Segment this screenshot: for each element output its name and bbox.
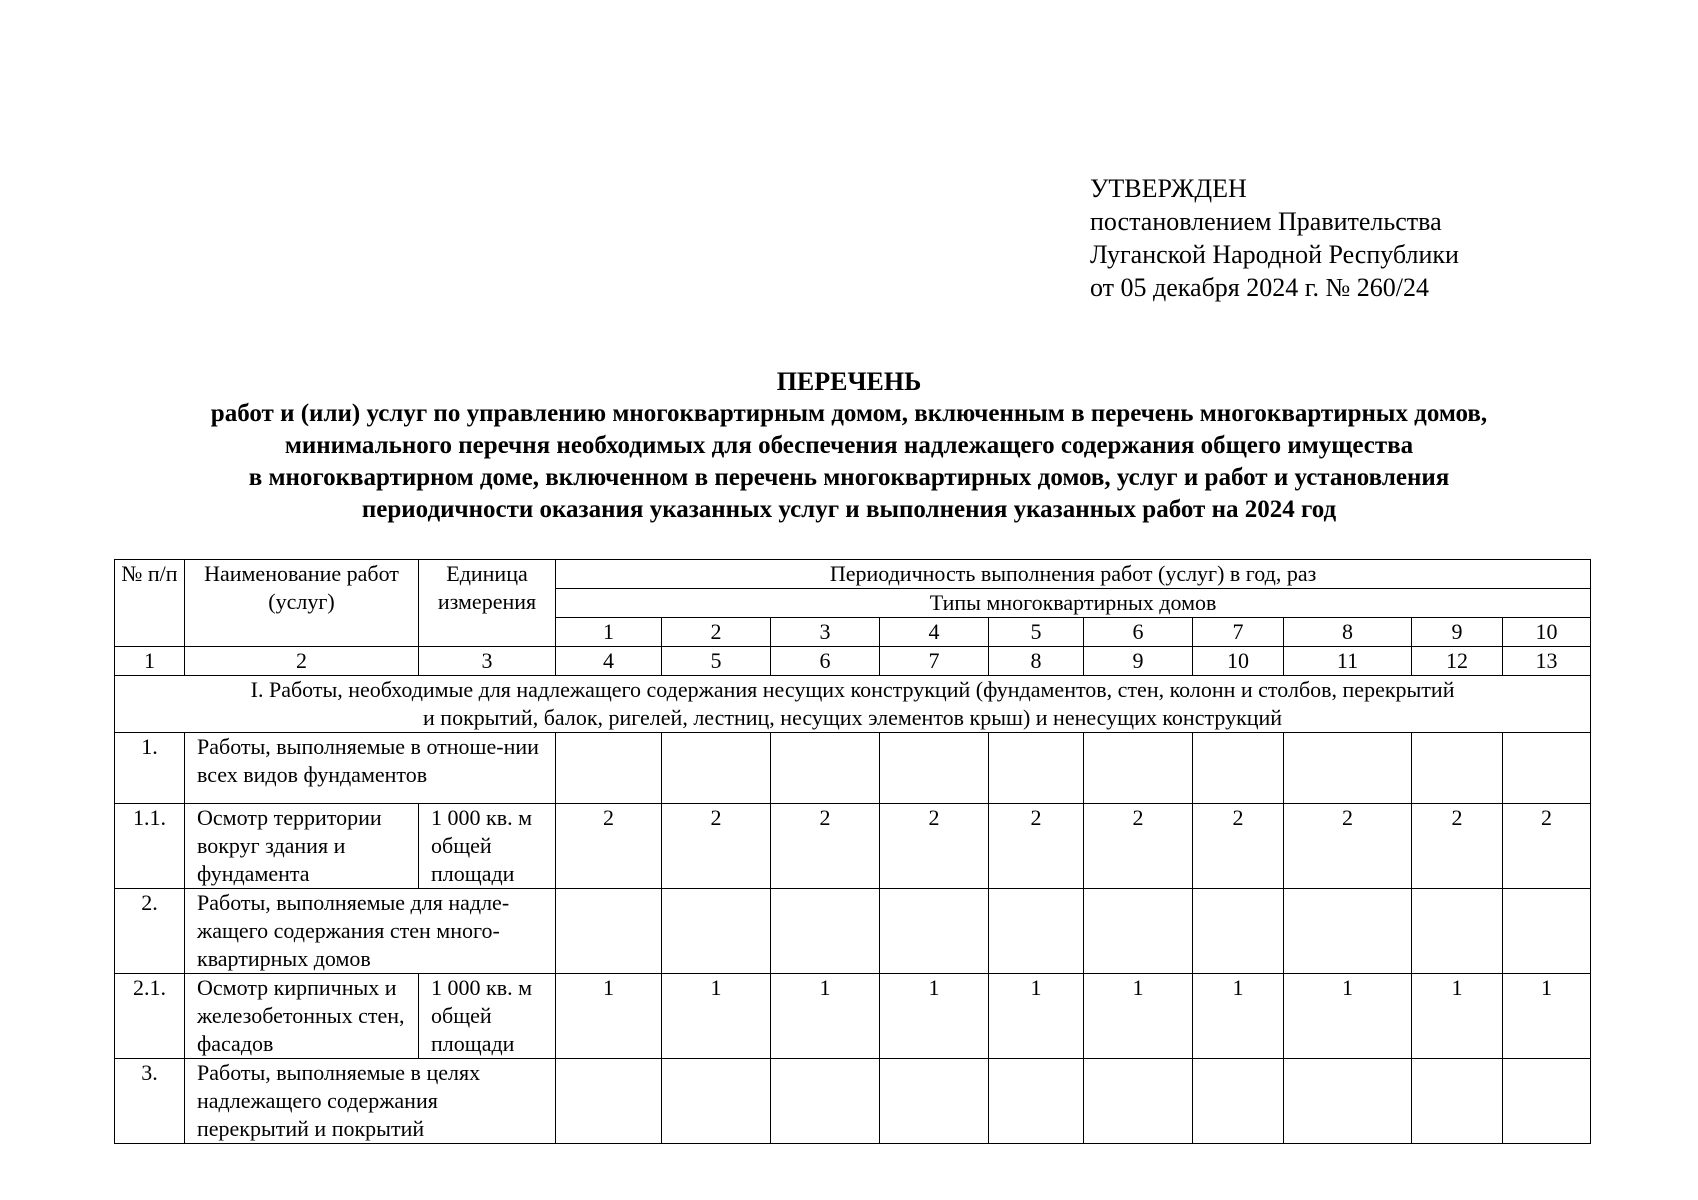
frequency-value	[1193, 889, 1284, 974]
work-name: Осмотр территории вокруг здания и фундамента	[185, 804, 419, 889]
document-title: ПЕРЕЧЕНЬ	[776, 367, 922, 396]
row-number: 3.	[115, 1059, 185, 1144]
frequency-value	[1284, 889, 1412, 974]
row-number: 1.	[115, 733, 185, 804]
column-number: 2	[185, 647, 419, 676]
column-number: 4	[556, 647, 662, 676]
frequency-value: 2	[556, 804, 662, 889]
frequency-value: 2	[989, 804, 1084, 889]
work-name: Осмотр кирпичных и железобетонных стен, фасадов	[185, 974, 419, 1059]
column-number: 6	[771, 647, 880, 676]
frequency-value: 1	[771, 974, 880, 1059]
frequency-value	[989, 889, 1084, 974]
column-number: 1	[115, 647, 185, 676]
frequency-value	[1503, 733, 1591, 804]
frequency-value	[1084, 889, 1193, 974]
frequency-value	[1503, 1059, 1591, 1144]
header-unit: Единица измерения	[419, 560, 556, 647]
approval-line: от 05 декабря 2024 г. № 260/24	[1090, 273, 1430, 302]
column-number: 11	[1284, 647, 1412, 676]
frequency-value: 1	[556, 974, 662, 1059]
frequency-value: 1	[1412, 974, 1503, 1059]
frequency-value: 1	[1284, 974, 1412, 1059]
header-row	[115, 560, 1591, 589]
subtitle-line: периодичности оказания указанных услуг и выполнения указанных работ на 2024 год	[361, 496, 1337, 523]
table-row	[115, 1059, 1591, 1144]
frequency-value: 1	[989, 974, 1084, 1059]
column-number: 13	[1503, 647, 1591, 676]
approval-line: постановлением Правительства	[1090, 207, 1442, 236]
frequency-value	[662, 733, 771, 804]
frequency-value	[880, 889, 989, 974]
frequency-value	[1284, 1059, 1412, 1144]
row-number: 1.1.	[115, 804, 185, 889]
column-number: 7	[880, 647, 989, 676]
unit-of-measure: 1 000 кв. м общей площади	[419, 974, 556, 1059]
work-name: Работы, выполняемые в отноше-нии всех видов фундаментов	[185, 733, 556, 804]
unit-of-measure: 1 000 кв. м общей площади	[419, 804, 556, 889]
frequency-value	[1084, 733, 1193, 804]
header-periodicity: Периодичность выполнения работ (услуг) в год, раз	[556, 560, 1591, 589]
document-heading	[0, 366, 1698, 526]
approval-line: Луганской Народной Республики	[1090, 240, 1459, 269]
section-title-line: и покрытий, балок, ригелей, лестниц, несущих элементов крыш) и ненесущих конструкций	[423, 705, 1283, 730]
frequency-value	[1412, 889, 1503, 974]
frequency-value: 2	[1193, 804, 1284, 889]
table-body	[115, 733, 1591, 1144]
frequency-value	[1503, 889, 1591, 974]
frequency-value: 1	[1503, 974, 1591, 1059]
table-row	[115, 804, 1591, 889]
frequency-value	[662, 1059, 771, 1144]
table-row	[115, 974, 1591, 1059]
frequency-value	[771, 733, 880, 804]
frequency-value	[1284, 733, 1412, 804]
column-number: 3	[419, 647, 556, 676]
header-house-types: Типы многоквартирных домов	[556, 589, 1591, 618]
frequency-value	[989, 733, 1084, 804]
column-number: 10	[1193, 647, 1284, 676]
frequency-value: 1	[1193, 974, 1284, 1059]
frequency-value	[880, 1059, 989, 1144]
frequency-value: 2	[771, 804, 880, 889]
frequency-value	[662, 889, 771, 974]
frequency-value	[989, 1059, 1084, 1144]
type-number: 10	[1503, 618, 1591, 647]
type-number: 2	[662, 618, 771, 647]
header-num: № п/п	[115, 560, 185, 647]
subtitle-line: в многоквартирном доме, включенном в перечень многоквартирных домов, услуг и работ и установления	[248, 464, 1450, 491]
frequency-value: 2	[1084, 804, 1193, 889]
frequency-value: 2	[1503, 804, 1591, 889]
frequency-value: 2	[1412, 804, 1503, 889]
work-name: Работы, выполняемые в целях надлежащего содержания перекрытий и покрытий	[185, 1059, 556, 1144]
section-title	[115, 676, 1591, 733]
column-number: 12	[1412, 647, 1503, 676]
approval-stamp	[1090, 172, 1459, 304]
frequency-value	[771, 889, 880, 974]
type-number: 9	[1412, 618, 1503, 647]
frequency-value	[1412, 1059, 1503, 1144]
work-name: Работы, выполняемые для надле-жащего содержания стен много-квартирных домов	[185, 889, 556, 974]
frequency-value: 2	[880, 804, 989, 889]
column-number: 9	[1084, 647, 1193, 676]
type-number: 3	[771, 618, 880, 647]
type-number: 7	[1193, 618, 1284, 647]
frequency-value	[1412, 733, 1503, 804]
frequency-value	[556, 733, 662, 804]
type-number: 6	[1084, 618, 1193, 647]
table-row	[115, 733, 1591, 804]
subtitle-line: минимального перечня необходимых для обеспечения надлежащего содержания общего имущества	[284, 432, 1414, 459]
frequency-value	[1084, 1059, 1193, 1144]
section-title-line: I. Работы, необходимые для надлежащего содержания несущих конструкций (фундаментов, стен, колонн и столбов, перекрытий	[250, 677, 1455, 702]
type-number: 1	[556, 618, 662, 647]
table-row	[115, 889, 1591, 974]
column-number: 8	[989, 647, 1084, 676]
subtitle-line: работ и (или) услуг по управлению многоквартирным домом, включенным в перечень многоквартирных домов,	[210, 400, 1488, 427]
row-number: 2.1.	[115, 974, 185, 1059]
type-number: 4	[880, 618, 989, 647]
approval-line: УТВЕРЖДЕН	[1090, 174, 1247, 203]
column-number-row	[115, 647, 1591, 676]
type-number: 8	[1284, 618, 1412, 647]
column-number: 5	[662, 647, 771, 676]
document-subtitle	[0, 398, 1698, 526]
header-name: Наименование работ (услуг)	[185, 560, 419, 647]
frequency-value	[556, 889, 662, 974]
frequency-value	[1193, 733, 1284, 804]
frequency-value	[556, 1059, 662, 1144]
frequency-value: 2	[1284, 804, 1412, 889]
frequency-value: 1	[1084, 974, 1193, 1059]
row-number: 2.	[115, 889, 185, 974]
frequency-value: 1	[662, 974, 771, 1059]
frequency-value	[771, 1059, 880, 1144]
frequency-value: 2	[662, 804, 771, 889]
frequency-value: 1	[880, 974, 989, 1059]
frequency-value	[1193, 1059, 1284, 1144]
section-row	[115, 676, 1591, 733]
works-table	[114, 559, 1591, 1144]
frequency-value	[880, 733, 989, 804]
type-number: 5	[989, 618, 1084, 647]
